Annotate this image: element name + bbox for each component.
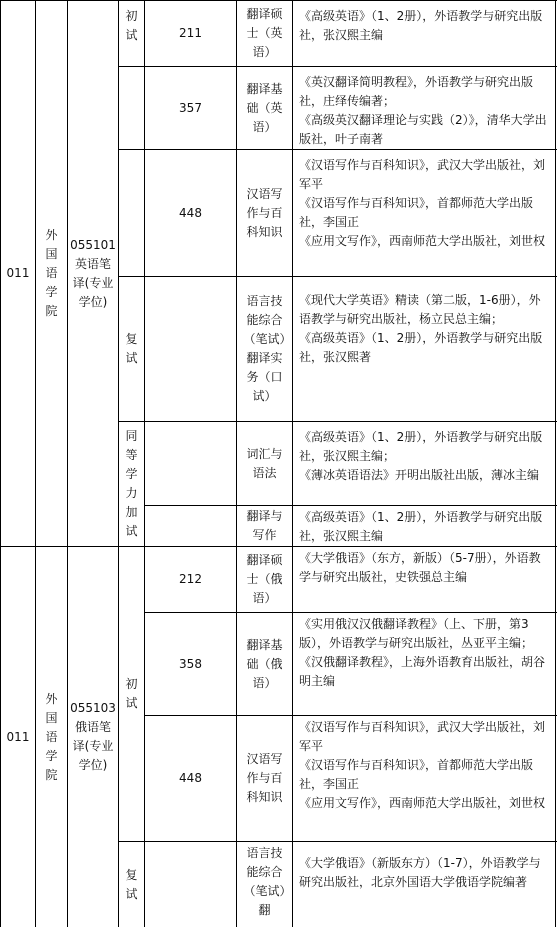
reference-book: 《高级英汉翻译理论与实践（2）》，清华大学出版社，叶子南著 bbox=[299, 113, 547, 146]
reference-books-cell bbox=[293, 67, 555, 149]
rule bbox=[555, 0, 556, 927]
reference-book: 《实用俄汉汉俄翻译教程》（上、下册，第3版），外语教学与研究出版社，丛亚平主编； bbox=[299, 617, 534, 650]
college-cell bbox=[36, 547, 67, 927]
reference-book: 《薄冰英语语法》开明出版社出版，薄冰主编 bbox=[299, 468, 540, 482]
exam-stage-cell bbox=[119, 1, 144, 276]
reference-books-cell bbox=[293, 547, 555, 612]
subject-name: 翻译与写作 bbox=[246, 509, 283, 542]
subject-code-cell bbox=[145, 1, 236, 66]
reference-books-cell bbox=[293, 150, 555, 276]
major-name: 055101英语笔译(专业学位) bbox=[70, 237, 116, 309]
subject-name-cell bbox=[237, 842, 292, 927]
exam-stage-cell bbox=[119, 842, 144, 927]
reference-book: 《高级英语》（1、2册），外语教学与研究出版社，张汉熙主编 bbox=[299, 9, 543, 42]
reference-book: 《高级英语》（1、2册），外语教学与研究出版社，张汉熙著 bbox=[299, 331, 543, 364]
reference-book: 《高级英语》（1、2册），外语教学与研究出版社，张汉熙主编 bbox=[299, 510, 543, 543]
subject-code-cell bbox=[145, 150, 236, 276]
exam-stage-chushi: 初试 bbox=[125, 677, 138, 710]
reference-book: 《应用文写作》，西南师范大学出版社，刘世权 bbox=[299, 234, 546, 248]
subject-code-cell bbox=[145, 67, 236, 149]
reference-books-cell bbox=[293, 716, 555, 841]
major-cell bbox=[68, 1, 118, 546]
reference-book: 《汉语写作与百科知识》，武汉大学出版社，刘军平 bbox=[299, 158, 546, 191]
subject-code: 448 bbox=[179, 205, 202, 220]
subject-code-cell bbox=[145, 613, 236, 715]
exam-stage-cell bbox=[119, 277, 144, 421]
subject-code: 211 bbox=[179, 26, 202, 40]
subject-name-cell bbox=[237, 547, 292, 612]
subject-name: 语言技能综合（笔试）翻译实务（口试） bbox=[243, 294, 286, 403]
college-name: 外国语学院 bbox=[45, 691, 58, 782]
unit-code: 011 bbox=[6, 729, 30, 744]
exam-stage-chushi: 初试 bbox=[125, 9, 138, 42]
major-cell bbox=[68, 547, 118, 927]
reference-books-cell bbox=[293, 1, 555, 66]
unit-code-cell bbox=[1, 547, 35, 927]
subject-code-cell bbox=[145, 716, 236, 841]
exam-stage-tongdeng: 同等学力加试 bbox=[125, 429, 138, 538]
subject-name-cell bbox=[237, 613, 292, 715]
subject-name: 翻译硕士（英语） bbox=[246, 7, 283, 59]
reference-book: 《英汉翻译简明教程》，外语教学与研究出版社，庄绎传编著； bbox=[299, 75, 534, 108]
reference-book: 《高级英语》（1、2册），外语教学与研究出版社，张汉熙主编； bbox=[299, 430, 543, 463]
reference-books-cell bbox=[293, 613, 555, 715]
subject-name-cell bbox=[237, 716, 292, 841]
subject-code: 358 bbox=[179, 656, 202, 671]
college-name: 外国语学院 bbox=[45, 228, 58, 318]
reference-books-cell bbox=[293, 506, 555, 546]
subject-name: 翻译硕士（俄语） bbox=[246, 553, 283, 605]
reference-books-cell bbox=[293, 422, 555, 505]
reference-book: 《现代大学英语》精读（第二版，1-6册），外语教学与研究出版社，杨立民总主编； bbox=[299, 293, 541, 326]
reference-book: 《汉语写作与百科知识》，首都师范大学出版社，李国正 bbox=[299, 758, 534, 791]
subject-name-cell bbox=[237, 277, 292, 421]
subject-code: 448 bbox=[179, 771, 202, 785]
subject-name-cell bbox=[237, 150, 292, 276]
subject-name: 词汇与语法 bbox=[246, 446, 283, 480]
exam-stage-fushi: 复试 bbox=[125, 332, 138, 365]
subject-name-cell bbox=[237, 67, 292, 149]
subject-name: 语言技能综合（笔试）翻 bbox=[243, 846, 286, 917]
exam-stage-fushi: 复试 bbox=[125, 867, 138, 901]
reference-books-cell bbox=[293, 842, 555, 927]
subject-name-cell bbox=[237, 422, 292, 505]
unit-code-cell bbox=[1, 1, 35, 546]
reference-book: 《大学俄语》（新版东方）（1-7），外语教学与研究出版社，北京外国语大学俄语学院编著 bbox=[299, 856, 541, 889]
exam-stage-cell bbox=[119, 547, 144, 841]
subject-name-cell bbox=[237, 1, 292, 66]
reference-book: 《汉语写作与百科知识》，首都师范大学出版社，李国正 bbox=[299, 196, 534, 229]
reference-book: 《汉俄翻译教程》，上海外语教育出版社，胡谷明主编 bbox=[299, 655, 546, 688]
subject-name: 翻译基础（俄语） bbox=[246, 637, 283, 690]
exam-stage-cell bbox=[119, 422, 144, 546]
college-cell bbox=[36, 1, 67, 546]
reference-book: 《应用文写作》，西南师范大学出版社，刘世权 bbox=[299, 796, 546, 810]
subject-name-cell bbox=[237, 506, 292, 546]
subject-code: 357 bbox=[179, 100, 202, 115]
reference-book: 《汉语写作与百科知识》，武汉大学出版社，刘军平 bbox=[299, 720, 546, 753]
major-name: 055103俄语笔译(专业学位) bbox=[70, 701, 116, 772]
subject-name: 汉语写作与百科知识 bbox=[246, 186, 283, 239]
subject-name: 汉语写作与百科知识 bbox=[246, 752, 283, 804]
subject-code: 212 bbox=[179, 572, 202, 586]
reference-book: 《大学俄语》（东方，新版）（5-7册），外语教学与研究出版社，史铁强总主编 bbox=[299, 551, 541, 584]
unit-code: 011 bbox=[6, 266, 30, 280]
reference-books-cell bbox=[293, 277, 555, 421]
subject-name: 翻译基础（英语） bbox=[246, 81, 283, 134]
subject-code-cell bbox=[145, 547, 236, 612]
